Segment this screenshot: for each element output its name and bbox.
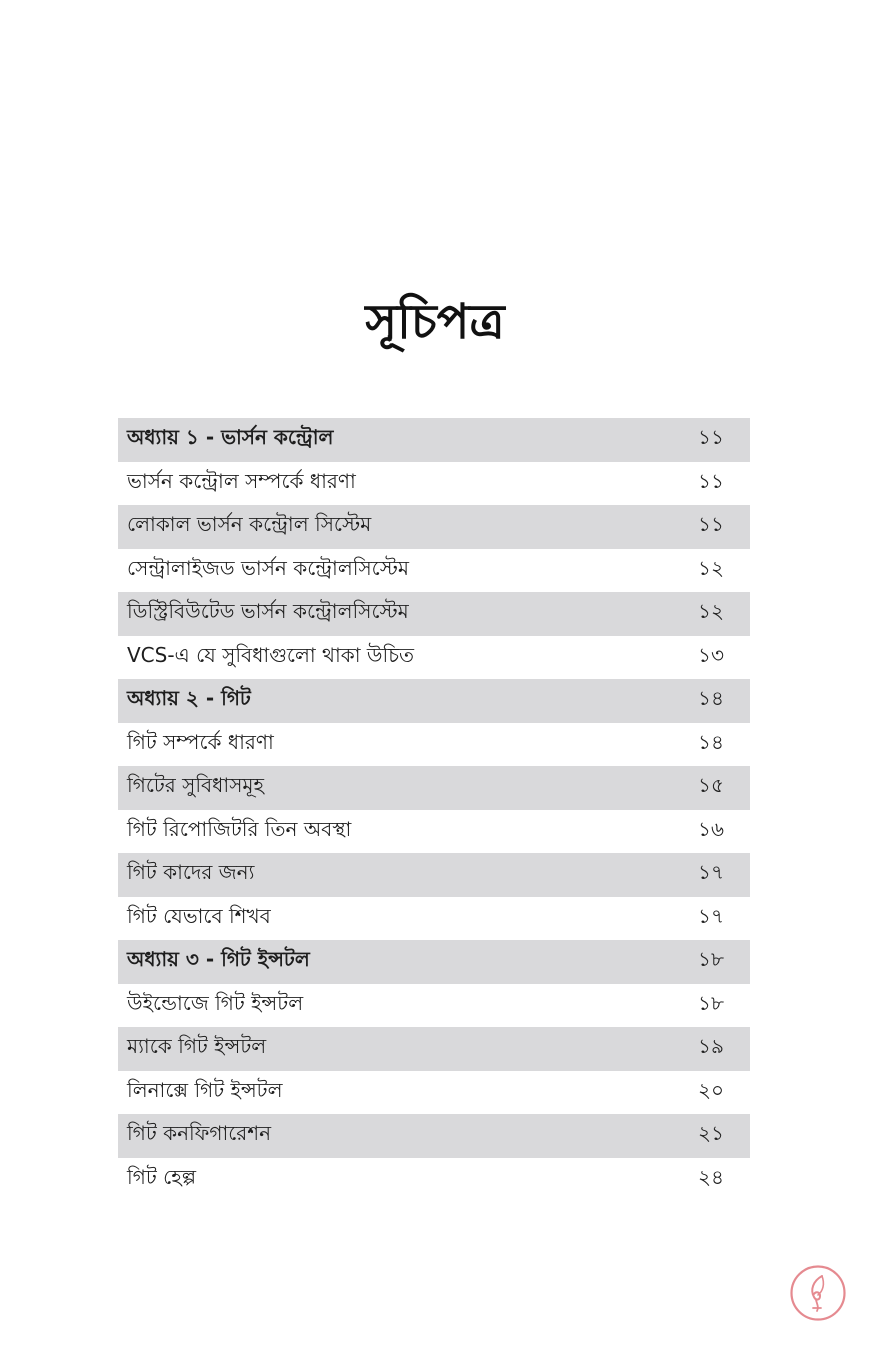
toc-page-number: ১১ — [698, 468, 724, 493]
toc-page-number: ২০ — [697, 1077, 724, 1102]
toc-entry-label: VCS-এ যে সুবিধাগুলো থাকা উচিত — [127, 642, 415, 667]
toc-row[interactable] — [118, 1071, 750, 1115]
toc-entry-label: লোকাল ভার্সন কন্ট্রোল সিস্টেম — [127, 512, 372, 537]
toc-page-number: ১২ — [698, 599, 724, 624]
toc-page-number: ১৬ — [698, 816, 724, 841]
toc-page-number: ১১ — [698, 425, 724, 450]
toc-page-number: ২৪ — [698, 1164, 724, 1189]
toc-page-number: ১৫ — [698, 773, 724, 798]
toc-page-number: ১৭ — [698, 860, 724, 885]
toc-entry-label: অধ্যায় ৩ - গিট ইন্সটল — [127, 947, 310, 972]
toc-row[interactable] — [118, 462, 750, 506]
toc-entry-label: গিটের সুবিধাসমূহ — [127, 773, 265, 798]
toc-page-number: ১১ — [698, 512, 724, 537]
toc-entry-label: অধ্যায় ১ - ভার্সন কন্ট্রোল — [127, 425, 334, 450]
toc-page-number: ১৯ — [698, 1034, 724, 1059]
toc-row[interactable] — [118, 897, 750, 941]
toc-entry-label: লিনাক্সে গিট ইন্সটল — [127, 1077, 283, 1102]
toc-page-number: ১৮ — [698, 947, 724, 972]
toc-page-number: ১২ — [698, 555, 724, 580]
toc-page-number: ১৪ — [698, 729, 724, 754]
toc-row[interactable] — [118, 766, 750, 810]
toc-entry-label: সেন্ট্রালাইজড ভার্সন কন্ট্রোলসিস্টেম — [127, 555, 409, 580]
toc-row[interactable] — [118, 1114, 750, 1158]
toc-row[interactable] — [118, 505, 750, 549]
toc-chapter-row[interactable] — [118, 418, 750, 462]
page-title: সূচিপত্র — [365, 294, 505, 350]
toc-page-number: ১৪ — [698, 686, 724, 711]
toc-page-number: ১৩ — [698, 642, 724, 667]
toc-row[interactable] — [118, 810, 750, 854]
toc-page-number: ২১ — [698, 1121, 724, 1146]
toc-entry-label: অধ্যায় ২ - গিট — [127, 686, 251, 711]
toc-row[interactable] — [118, 853, 750, 897]
toc-row[interactable] — [118, 1158, 750, 1202]
toc-entry-label: উইন্ডোজে গিট ইন্সটল — [127, 990, 304, 1015]
toc-row[interactable] — [118, 636, 750, 680]
toc-row[interactable] — [118, 549, 750, 593]
toc-entry-label: গিট সম্পর্কে ধারণা — [127, 729, 274, 754]
toc-row[interactable] — [118, 723, 750, 767]
toc-entry-label: ভার্সন কন্ট্রোল সম্পর্কে ধারণা — [127, 468, 356, 493]
toc-chapter-row[interactable] — [118, 679, 750, 723]
toc-row[interactable] — [118, 592, 750, 636]
toc-entry-label: গিট রিপোজিটরি তিন অবস্থা — [127, 816, 352, 841]
toc-entry-label: ডিস্ট্রিবিউটেড ভার্সন কন্ট্রোলসিস্টেম — [127, 599, 409, 624]
toc-entry-label: ম্যাকে গিট ইন্সটল — [127, 1034, 267, 1059]
toc-entry-label: গিট হেল্প — [127, 1164, 196, 1189]
toc-row[interactable] — [118, 1027, 750, 1071]
toc-chapter-row[interactable] — [118, 940, 750, 984]
toc-page-number: ১৮ — [698, 990, 724, 1015]
toc-entry-label: গিট কাদের জন্য — [127, 860, 255, 885]
toc-page-number: ১৭ — [698, 903, 724, 928]
publisher-logo-icon — [789, 1264, 847, 1322]
toc-row[interactable] — [118, 984, 750, 1028]
toc-entry-label: গিট যেভাবে শিখব — [127, 903, 271, 928]
toc-entry-label: গিট কনফিগারেশন — [127, 1121, 272, 1146]
table-of-contents — [118, 418, 750, 1201]
